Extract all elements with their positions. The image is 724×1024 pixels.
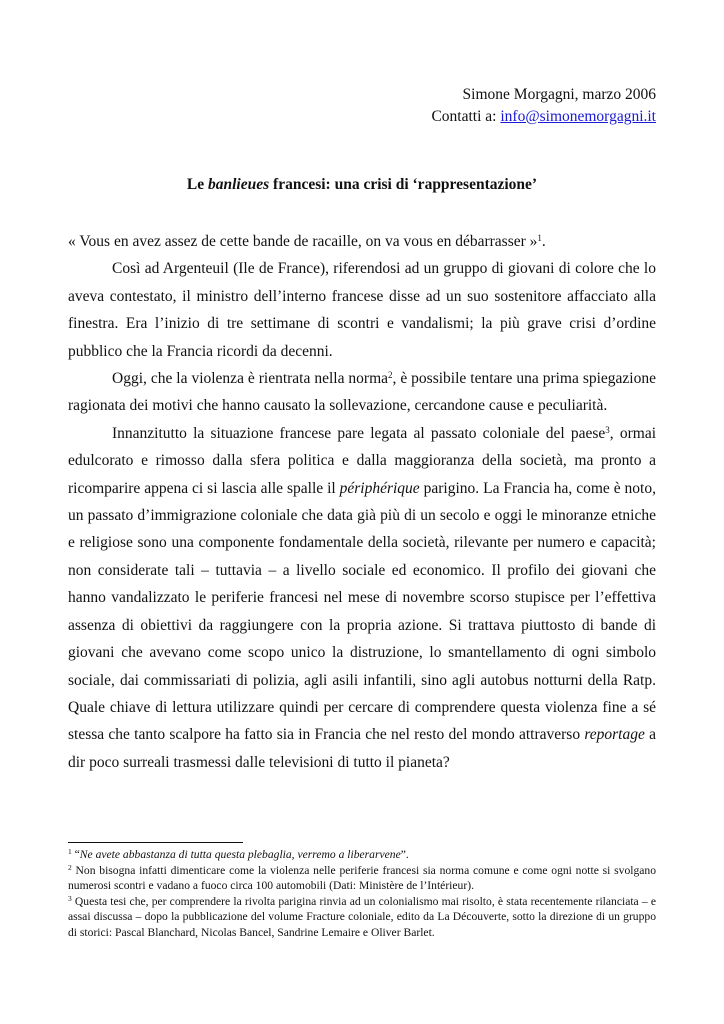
p2-text-b: , è possibile tentare una prima spiegazione ragionata dei motivi che hanno causato la sollevazione, cercandone cause e peculiarità. (68, 370, 656, 415)
footnotes (68, 847, 656, 940)
footnote-2-number: 2 (68, 862, 72, 872)
contact-email-link[interactable]: info@simonemorgagni.it (500, 108, 656, 125)
fn3-text: Questa tesi che, per comprendere la rivolta parigina rinvia ad un colonialismo mai risolto, è stata recentemente rilanciata – e assai discussa – dopo la pubblicazione del volume Fracture coloniale, edito da La Découverte, sotto la direzione di un gruppo di storici: Pascal Blanchard, Nicolas Bancel, Sandrine Lemaire e Oliver Barlet. (68, 894, 656, 939)
footnote-2 (68, 863, 656, 894)
paragraph-2 (68, 365, 656, 420)
footnote-divider (68, 842, 243, 843)
document-body (68, 228, 656, 776)
title-suffix: francesi: una crisi di ‘rappresentazione’ (269, 176, 538, 193)
fn1-italic: Ne avete abbastanza di tutta questa plebaglia, verremo a liberarvene (79, 848, 401, 861)
footnote-1 (68, 847, 656, 863)
footnote-ref-1[interactable]: 1 (537, 233, 542, 243)
fn1-close: ”. (400, 848, 409, 861)
p3-italic-reportage: reportage (584, 726, 645, 744)
title-italic: banlieues (208, 176, 270, 193)
p3-text-d: a dir poco surreali trasmessi dalle televisioni di tutto il pianeta? (68, 726, 656, 771)
author-date: Simone Morgagni, marzo 2006 (462, 86, 656, 103)
footnote-1-number: 1 (68, 847, 72, 856)
quote-text: « Vous en avez assez de cette bande de racaille, on va vous en débarrasser » (68, 233, 538, 250)
opening-quote (68, 228, 656, 255)
footnote-3 (68, 894, 656, 941)
paragraph-1: Così ad Argenteuil (Ile de France), riferendosi ad un gruppo di giovani di colore che lo aveva contestato, il ministro dell’interno francese disse ad un suo sostenitore affacciato alla finestra. Era l’inizio di tre settimane di scontri e vandalismi; la più grave crisi d’ordine pubblico che la Francia ricordi da decenni. (68, 260, 656, 360)
quote-end: . (541, 233, 546, 250)
document-title (0, 176, 724, 194)
p3-text-b: , ormai edulcorato e rimosso dalla sfera politica e dalla maggioranza della società, ma pronto a ricomparire appena ci si lascia alle spalle il (68, 424, 657, 497)
paragraph-3 (68, 420, 656, 776)
contact-label: Contatti a: (431, 108, 501, 125)
p3-italic-peripherique: périphérique (339, 479, 420, 497)
title-prefix: Le (186, 176, 208, 193)
p3-text-a: Innanzitutto la situazione francese pare legata al passato coloniale del paese (112, 424, 606, 442)
fn2-text: Non bisogna infatti dimenticare come la violenza nelle periferie francesi sia norma comune e come ogni notte si svolgano numerosi scontri e vadano a fuoco circa 100 automobili (Dati: Ministère de l’Intérieur). (68, 863, 656, 892)
p2-text-a: Oggi, che la violenza è rientrata nella norma (112, 370, 389, 388)
footnote-ref-2[interactable]: 2 (388, 370, 393, 381)
document-header (431, 84, 656, 128)
p3-text-c: parigino. La Francia ha, come è noto, un passato d’immigrazione coloniale che data già più di un secolo e oggi le minoranze etniche e religiose sono una componente fondamentale della società, rilevante per numero e capacità; non considerate tali – tuttavia – a livello sociale ed economico. Il profilo dei giovani che hanno vandalizzato le periferie francesi nel mese di novembre scorso stupisce per l’effettiva assenza di obiettivi da raggiungere con la propria azione. Si trattava piuttosto di bande di giovani che avevano come scopo unico la distruzione, lo smantellamento di ogni simbolo sociale, dai commissariati di polizia, agli asili infantili, sino agli autobus notturni della Ratp. Quale chiave di lettura utilizzare quindi per cercare di comprendere questa violenza fine a sé stessa che tanto scalpore ha fatto sia in Francia che nel resto del mondo attraverso (68, 479, 656, 744)
fn1-open: “ (71, 848, 80, 861)
footnote-ref-3[interactable]: 3 (605, 424, 610, 435)
contact-line (431, 106, 656, 128)
footnote-3-number: 3 (68, 893, 72, 903)
